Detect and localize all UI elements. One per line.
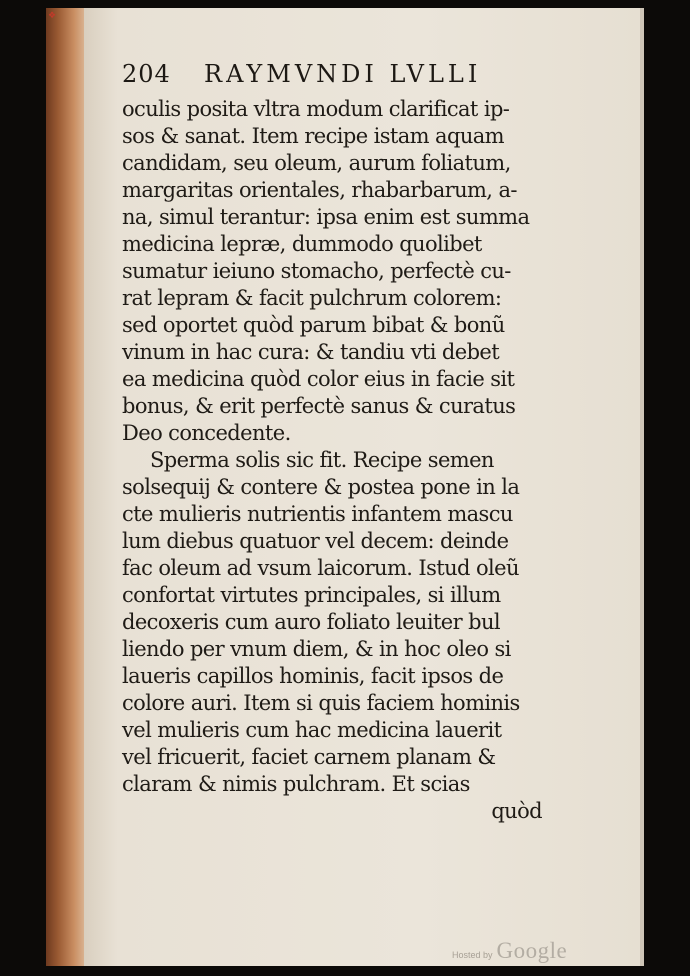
text-line: laueris capillos hominis, facit ipsos de bbox=[122, 664, 504, 688]
text-line: liendo per vnum diem, & in hoc oleo si bbox=[122, 637, 511, 661]
text-line: confortat virtutes principales, si illum bbox=[122, 583, 501, 607]
hosted-by-label: Hosted by bbox=[452, 950, 493, 960]
text-line: colore auri. Item si quis faciem hominis bbox=[122, 691, 520, 715]
text-line: lum diebus quatuor vel decem: deinde bbox=[122, 529, 509, 553]
text-line: ea medicina quòd color eius in facie sit bbox=[122, 367, 515, 391]
text-line: rat lepram & facit pulchrum colorem: bbox=[122, 286, 502, 310]
text-line: oculis posita vltra modum clarificat ip- bbox=[122, 97, 510, 121]
page-edge bbox=[640, 8, 644, 966]
running-title: RAYMVNDI LVLLI bbox=[204, 60, 482, 88]
text-line: cte mulieris nutrientis infantem mascu bbox=[122, 502, 513, 526]
page-number: 204 bbox=[122, 60, 171, 88]
library-stamp-mark: ❖ bbox=[48, 11, 57, 21]
text-line: decoxeris cum auro foliato leuiter bul bbox=[122, 610, 501, 634]
catchword: quòd bbox=[491, 799, 542, 823]
book-spine-edge bbox=[46, 8, 86, 966]
hosted-by-google-watermark bbox=[452, 938, 567, 964]
paragraph-start-line: Sperma solis sic fit. Recipe semen bbox=[150, 448, 494, 472]
page-header bbox=[122, 60, 542, 96]
text-line: claram & nimis pulchram. Et scias bbox=[122, 772, 470, 796]
text-line: medicina lepræ, dummodo quolibet bbox=[122, 232, 482, 256]
text-line: fac oleum ad vsum laicorum. Istud oleũ bbox=[122, 556, 519, 580]
text-line: vel mulieris cum hac medicina lauerit bbox=[122, 718, 502, 742]
text-line: Deo concedente. bbox=[122, 421, 291, 445]
text-line: candidam, seu oleum, aurum foliatum, bbox=[122, 151, 511, 175]
text-line: bonus, & erit perfectè sanus & curatus bbox=[122, 394, 516, 418]
google-logo: Google bbox=[496, 938, 568, 963]
text-line: sumatur ieiuno stomacho, perfectè cu- bbox=[122, 259, 511, 283]
text-line: vinum in hac cura: & tandiu vti debet bbox=[122, 340, 500, 364]
text-line: sed oportet quòd parum bibat & bonũ bbox=[122, 313, 505, 337]
text-line: vel fricuerit, faciet carnem planam & bbox=[122, 745, 496, 769]
text-line: sos & sanat. Item recipe istam aquam bbox=[122, 124, 504, 148]
text-line: solsequij & contere & postea pone in la bbox=[122, 475, 520, 499]
page-body-text bbox=[122, 96, 542, 825]
text-line: margaritas orientales, rhabarbarum, a- bbox=[122, 178, 517, 202]
text-line: na, simul terantur: ipsa enim est summa bbox=[122, 205, 530, 229]
